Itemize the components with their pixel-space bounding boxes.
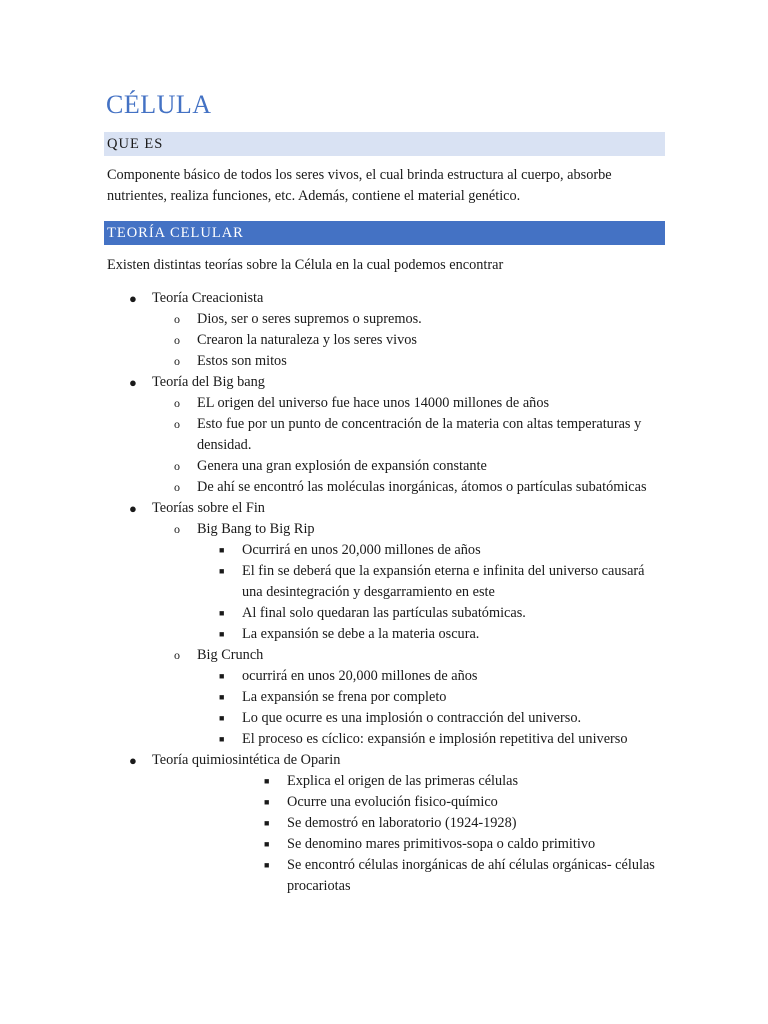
bullet-disc-icon: ●	[129, 753, 137, 768]
sub-sub-item-text: ocurrirá en unos 20,000 millones de años	[242, 668, 478, 684]
sub-item-text: De ahí se encontró las moléculas inorgánicas, átomos o partículas subatómicas	[197, 479, 647, 495]
bullet-label: Teoría Creacionista	[152, 290, 264, 306]
teoria-intro-paragraph: Existen distintas teorías sobre la Célula en la cual podemos encontrar	[107, 257, 504, 273]
bullet-circle-icon: o	[174, 648, 180, 662]
sub-sub-list	[197, 540, 667, 645]
list-item	[152, 813, 667, 834]
sub-list	[152, 393, 667, 498]
bullet-circle-icon: o	[174, 333, 180, 347]
bullet-square-icon: ■	[219, 566, 225, 576]
sub-sub-item-text: Se encontró células inorgánicas de ahí células orgánicas- células procariotas	[287, 857, 655, 894]
list-item	[107, 687, 667, 708]
bullet-disc-icon: ●	[129, 291, 137, 306]
list-item	[107, 351, 667, 372]
sub-item-text: Estos son mitos	[197, 353, 287, 369]
bullet-disc-icon: ●	[129, 375, 137, 390]
list-item	[152, 771, 667, 792]
sub-sub-item-text: Lo que ocurre es una implosión o contracción del universo.	[242, 710, 582, 726]
list-item	[152, 834, 667, 855]
bullet-square-icon: ■	[219, 713, 225, 723]
bullet-square-icon: ■	[264, 839, 270, 849]
bullet-disc-icon: ●	[129, 501, 137, 516]
list-item	[107, 288, 667, 372]
sub-sub-list	[197, 666, 667, 750]
sub-list	[152, 519, 667, 750]
bullet-label: Teoría quimiosintética de Oparin	[152, 752, 341, 768]
list-item	[107, 561, 667, 603]
sub-sub-item-text: Se denomino mares primitivos-sopa o caldo primitivo	[287, 836, 596, 852]
list-item	[107, 603, 667, 624]
bullet-circle-icon: o	[174, 522, 180, 536]
list-item	[107, 519, 667, 645]
sub-sub-item-text: Explica el origen de las primeras células	[287, 773, 519, 789]
bullet-circle-icon: o	[174, 354, 180, 368]
bullet-circle-icon: o	[174, 480, 180, 494]
bullet-square-icon: ■	[219, 608, 225, 618]
sub-item-text: EL origen del universo fue hace unos 14000 millones de años	[197, 395, 550, 411]
bullet-label: Teorías sobre el Fin	[152, 500, 265, 516]
sub-sub-item-text: Se demostró en laboratorio (1924-1928)	[287, 815, 517, 831]
list-item	[152, 792, 667, 813]
heading-teoria-celular: TEORÍA CELULAR	[104, 221, 665, 245]
bullet-square-icon: ■	[219, 734, 225, 744]
teorias-list	[107, 288, 667, 897]
bullet-square-icon: ■	[264, 776, 270, 786]
list-item	[107, 498, 667, 750]
bullet-square-icon: ■	[219, 692, 225, 702]
bullet-square-icon: ■	[219, 671, 225, 681]
document-title: CÉLULA	[106, 90, 212, 119]
list-item	[107, 309, 667, 330]
list-item	[107, 645, 667, 750]
sub-sub-item-text: El proceso es cíclico: expansión e implosión repetitiva del universo	[242, 731, 628, 747]
sub-item-text: Esto fue por un punto de concentración de la materia con altas temperaturas y densidad.	[197, 416, 642, 453]
bullet-square-icon: ■	[264, 818, 270, 828]
sub-item-text: Big Crunch	[197, 647, 264, 663]
sub-sub-item-text: La expansión se frena por completo	[242, 689, 447, 705]
heading-que-es: QUE ES	[104, 132, 665, 156]
bullet-square-icon: ■	[264, 797, 270, 807]
bullet-circle-icon: o	[174, 417, 180, 431]
sub-list	[152, 771, 667, 897]
sub-sub-list	[152, 771, 667, 897]
bullet-label: Teoría del Big bang	[152, 374, 265, 390]
sub-item-text: Big Bang to Big Rip	[197, 521, 315, 537]
list-item	[107, 477, 667, 498]
list-item	[107, 708, 667, 729]
list-item	[107, 666, 667, 687]
bullet-circle-icon: o	[174, 396, 180, 410]
sub-item-text: Dios, ser o seres supremos o supremos.	[197, 311, 422, 327]
sub-sub-item-text: Ocurre una evolución fisico-químico	[287, 794, 498, 810]
sub-list	[152, 309, 667, 372]
list-item	[107, 540, 667, 561]
list-item	[107, 750, 667, 897]
list-item	[107, 414, 667, 456]
bullet-square-icon: ■	[264, 860, 270, 870]
bullet-circle-icon: o	[174, 459, 180, 473]
sub-item-text: Crearon la naturaleza y los seres vivos	[197, 332, 417, 348]
sub-sub-item-text: Ocurrirá en unos 20,000 millones de años	[242, 542, 481, 558]
list-item	[107, 456, 667, 477]
list-item	[107, 393, 667, 414]
bullet-square-icon: ■	[219, 629, 225, 639]
bullet-circle-icon: o	[174, 312, 180, 326]
sub-sub-item-text: Al final solo quedaran las partículas subatómicas.	[242, 605, 526, 621]
sub-item-text: Genera una gran explosión de expansión constante	[197, 458, 487, 474]
que-es-paragraph: Componente básico de todos los seres vivos, el cual brinda estructura al cuerpo, absorbe nutrientes, realiza funciones, etc. Además, contiene el material genético.	[107, 167, 612, 204]
list-item	[152, 855, 667, 897]
list-item	[107, 771, 667, 897]
bullet-square-icon: ■	[219, 545, 225, 555]
list-item	[107, 330, 667, 351]
list-item	[107, 729, 667, 750]
sub-sub-item-text: El fin se deberá que la expansión eterna e infinita del universo causará una desintegración y desgarramiento en este	[242, 563, 645, 600]
sub-sub-item-text: La expansión se debe a la materia oscura.	[242, 626, 480, 642]
list-item	[107, 372, 667, 498]
list-item	[107, 624, 667, 645]
